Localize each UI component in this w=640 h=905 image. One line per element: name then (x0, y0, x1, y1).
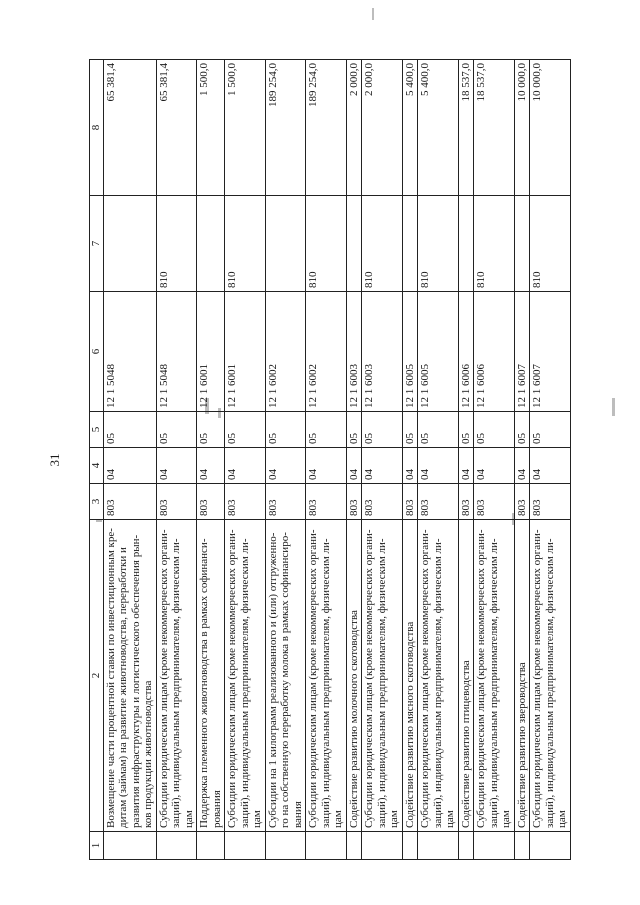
subsection-code-cell: 05 (265, 412, 306, 448)
subsection-code-cell: 05 (402, 412, 418, 448)
budget-table-sheet (89, 60, 568, 860)
table-row (197, 60, 225, 860)
amount-cell: 65 381,4 (103, 60, 156, 196)
col1-cell (418, 832, 459, 860)
table-row (362, 60, 403, 860)
table-row (402, 60, 418, 860)
target-article-cell: 12 1 6002 (306, 292, 347, 412)
col1-cell (156, 832, 197, 860)
col1-cell (103, 832, 156, 860)
grbs-code-cell: 803 (197, 484, 225, 520)
grbs-code-cell: 803 (156, 484, 197, 520)
amount-cell: 18 537,0 (458, 60, 474, 196)
expense-type-cell (265, 196, 306, 292)
table-row (474, 60, 515, 860)
column-header: 2 (90, 520, 104, 832)
section-code-cell: 04 (514, 448, 530, 484)
subsection-code-cell: 05 (346, 412, 362, 448)
table-row (514, 60, 530, 860)
column-header: 5 (90, 412, 104, 448)
grbs-code-cell: 803 (418, 484, 459, 520)
expense-type-cell: 810 (418, 196, 459, 292)
item-name-cell: Субсидии на 1 килограмм реализованного и (или) отгруженно- го на собственную переработку молока в рамках софинансиро- вания (265, 520, 306, 832)
target-article-cell: 12 1 6001 (225, 292, 266, 412)
subsection-code-cell: 05 (103, 412, 156, 448)
target-article-cell: 12 1 6007 (530, 292, 571, 412)
section-code-cell: 04 (458, 448, 474, 484)
expense-type-cell (402, 196, 418, 292)
table-row (156, 60, 197, 860)
scan-speck (612, 398, 615, 416)
table-row (458, 60, 474, 860)
target-article-cell: 12 1 6006 (474, 292, 515, 412)
target-article-cell: 12 1 6005 (402, 292, 418, 412)
item-name-cell: Субсидии юридическим лицам (кроме некоммерческих органи- заций), индивидуальным предпринимателям, физическим ли- цам (225, 520, 266, 832)
table-row (346, 60, 362, 860)
col1-cell (306, 832, 347, 860)
table-row (103, 60, 156, 860)
expense-type-cell (514, 196, 530, 292)
column-header: 8 (90, 60, 104, 196)
table-row (265, 60, 306, 860)
subsection-code-cell: 05 (306, 412, 347, 448)
table-body (90, 60, 571, 860)
expense-type-cell: 810 (156, 196, 197, 292)
expense-type-cell (346, 196, 362, 292)
grbs-code-cell: 803 (474, 484, 515, 520)
header-row (90, 60, 104, 860)
amount-cell: 2 000,0 (346, 60, 362, 196)
expense-type-cell: 810 (306, 196, 347, 292)
col1-cell (225, 832, 266, 860)
grbs-code-cell: 803 (346, 484, 362, 520)
target-article-cell: 12 1 6001 (197, 292, 225, 412)
amount-cell: 10 000,0 (530, 60, 571, 196)
scan-speck (372, 8, 374, 20)
grbs-code-cell: 803 (530, 484, 571, 520)
section-code-cell: 04 (197, 448, 225, 484)
amount-cell: 10 000,0 (514, 60, 530, 196)
section-code-cell: 04 (156, 448, 197, 484)
section-code-cell: 04 (530, 448, 571, 484)
expense-type-cell: 810 (530, 196, 571, 292)
subsection-code-cell: 05 (474, 412, 515, 448)
grbs-code-cell: 803 (458, 484, 474, 520)
table-row (225, 60, 266, 860)
amount-cell: 1 500,0 (225, 60, 266, 196)
subsection-code-cell: 05 (362, 412, 403, 448)
subsection-code-cell: 05 (514, 412, 530, 448)
col1-cell (402, 832, 418, 860)
table-row (530, 60, 571, 860)
section-code-cell: 04 (402, 448, 418, 484)
amount-cell: 18 537,0 (474, 60, 515, 196)
table-row (418, 60, 459, 860)
expense-type-cell (197, 196, 225, 292)
col1-cell (346, 832, 362, 860)
target-article-cell: 12 1 6003 (346, 292, 362, 412)
item-name-cell: Содействие развитию молочного скотоводства (346, 520, 362, 832)
item-name-cell: Содействие развитию звероводства (514, 520, 530, 832)
expense-type-cell (103, 196, 156, 292)
item-name-cell: Содействие развитию мясного скотоводства (402, 520, 418, 832)
item-name-cell: Содействие развитию птицеводства (458, 520, 474, 832)
column-header: 1 (90, 832, 104, 860)
section-code-cell: 04 (103, 448, 156, 484)
col1-cell (265, 832, 306, 860)
column-header: 7 (90, 196, 104, 292)
amount-cell: 189 254,0 (265, 60, 306, 196)
amount-cell: 1 500,0 (197, 60, 225, 196)
subsection-code-cell: 05 (458, 412, 474, 448)
grbs-code-cell: 803 (402, 484, 418, 520)
item-name-cell: Субсидии юридическим лицам (кроме некоммерческих органи- заций), индивидуальным предпринимателям, физическим ли- цам (474, 520, 515, 832)
target-article-cell: 12 1 5048 (156, 292, 197, 412)
col1-cell (514, 832, 530, 860)
item-name-cell: Субсидии юридическим лицам (кроме некоммерческих органи- заций), индивидуальным предпринимателям, физическим ли- цам (418, 520, 459, 832)
amount-cell: 189 254,0 (306, 60, 347, 196)
grbs-code-cell: 803 (306, 484, 347, 520)
amount-cell: 5 400,0 (418, 60, 459, 196)
item-name-cell: Субсидии юридическим лицам (кроме некоммерческих органи- заций), индивидуальным предпринимателям, физическим ли- цам (362, 520, 403, 832)
table-row (306, 60, 347, 860)
section-code-cell: 04 (346, 448, 362, 484)
expense-type-cell: 810 (362, 196, 403, 292)
page-number: 31 (47, 453, 62, 467)
section-code-cell: 04 (474, 448, 515, 484)
item-name-cell: Субсидии юридическим лицам (кроме некоммерческих органи- заций), индивидуальным предпринимателям, физическим ли- цам (156, 520, 197, 832)
subsection-code-cell: 05 (156, 412, 197, 448)
grbs-code-cell: 803 (103, 484, 156, 520)
subsection-code-cell: 05 (225, 412, 266, 448)
subsection-code-cell: 05 (530, 412, 571, 448)
amount-cell: 5 400,0 (402, 60, 418, 196)
section-code-cell: 04 (225, 448, 266, 484)
target-article-cell: 12 1 6007 (514, 292, 530, 412)
col1-cell (458, 832, 474, 860)
section-code-cell: 04 (306, 448, 347, 484)
target-article-cell: 12 1 6002 (265, 292, 306, 412)
item-name-cell: Субсидии юридическим лицам (кроме некоммерческих органи- заций), индивидуальным предпринимателям, физическим ли- цам (530, 520, 571, 832)
column-header: 4 (90, 448, 104, 484)
column-header: 3 (90, 484, 104, 520)
grbs-code-cell: 803 (225, 484, 266, 520)
target-article-cell: 12 1 6006 (458, 292, 474, 412)
expense-type-cell: 810 (225, 196, 266, 292)
amount-cell: 2 000,0 (362, 60, 403, 196)
expense-type-cell (458, 196, 474, 292)
section-code-cell: 04 (265, 448, 306, 484)
target-article-cell: 12 1 6005 (418, 292, 459, 412)
grbs-code-cell: 803 (514, 484, 530, 520)
grbs-code-cell: 803 (362, 484, 403, 520)
col1-cell (474, 832, 515, 860)
item-name-cell: Возмещение части процентной ставки по инвестиционным кре- дитам (займам) на развитие животноводства, переработки и развития инфраструктуры и логистического обеспечения рын- ков продукции животноводства (103, 520, 156, 832)
col1-cell (197, 832, 225, 860)
subsection-code-cell: 05 (418, 412, 459, 448)
amount-cell: 65 381,4 (156, 60, 197, 196)
col1-cell (530, 832, 571, 860)
item-name-cell: Поддержка племенного животноводства в рамках софинанси- рования (197, 520, 225, 832)
target-article-cell: 12 1 6003 (362, 292, 403, 412)
column-header: 6 (90, 292, 104, 412)
grbs-code-cell: 803 (265, 484, 306, 520)
expense-type-cell: 810 (474, 196, 515, 292)
target-article-cell: 12 1 5048 (103, 292, 156, 412)
col1-cell (362, 832, 403, 860)
section-code-cell: 04 (362, 448, 403, 484)
budget-table (89, 59, 571, 860)
section-code-cell: 04 (418, 448, 459, 484)
subsection-code-cell: 05 (197, 412, 225, 448)
item-name-cell: Субсидии юридическим лицам (кроме некоммерческих органи- заций), индивидуальным предпринимателям, физическим ли- цам (306, 520, 347, 832)
